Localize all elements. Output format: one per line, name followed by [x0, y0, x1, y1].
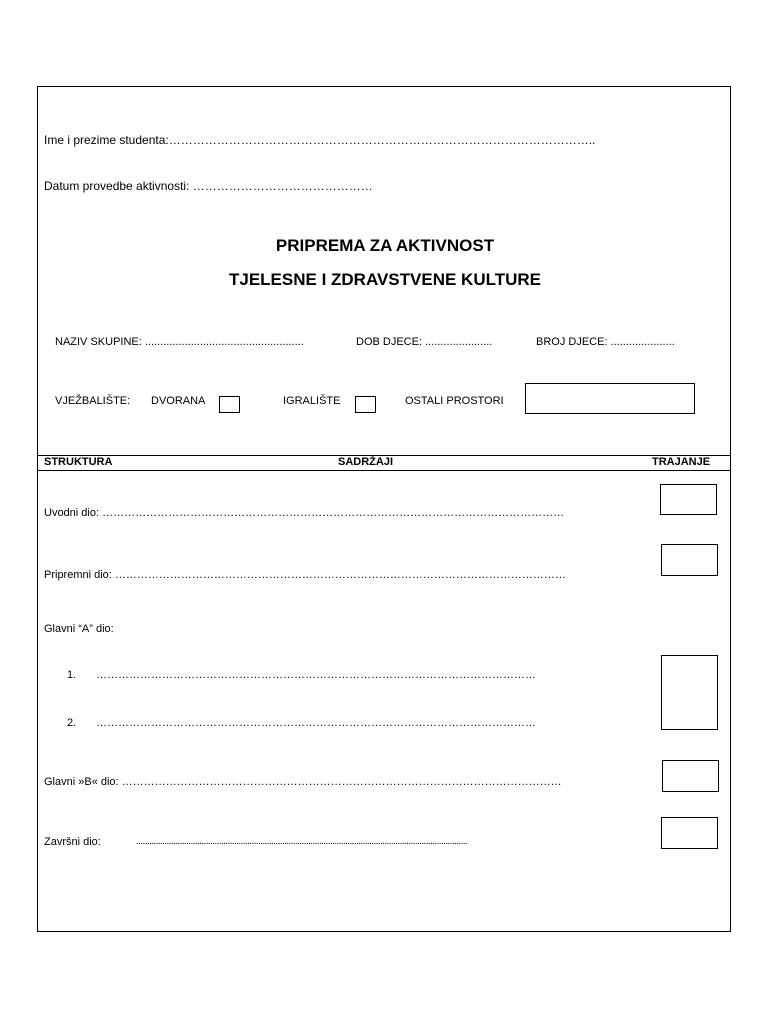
- venue-hall-label: DVORANA: [151, 395, 206, 407]
- intro-section-line[interactable]: Uvodni dio: ………………………………………………………………………………………………………………: [44, 507, 565, 519]
- preparatory-duration-box[interactable]: [661, 544, 718, 576]
- form-title-line1: PRIPREMA ZA AKTIVNOST: [275, 236, 495, 255]
- final-section-dots[interactable]: ........................................................................................................................................................: [136, 836, 468, 847]
- preparatory-section-line[interactable]: Pripremni dio: ……………………………………………………………………………………………………………: [44, 569, 566, 581]
- main-a-item1-line[interactable]: …………………………………………………………………………………………………………: [96, 669, 536, 681]
- activity-date-line[interactable]: Datum provedbe aktivnosti: ………………………………………: [44, 179, 373, 193]
- final-section-label: Završni dio:: [44, 836, 101, 848]
- venue-playground-checkbox[interactable]: [355, 396, 376, 413]
- main-b-duration-box[interactable]: [662, 760, 719, 792]
- venue-hall-checkbox[interactable]: [219, 396, 240, 413]
- intro-duration-box[interactable]: [660, 484, 717, 515]
- main-a-item2-line[interactable]: …………………………………………………………………………………………………………: [96, 717, 536, 729]
- column-header-duration: TRAJANJE: [652, 456, 711, 468]
- main-a-item1-number: 1.: [67, 669, 77, 681]
- main-a-duration-box[interactable]: [661, 655, 718, 730]
- venue-other-label: OSTALI PROSTORI: [405, 395, 504, 407]
- column-header-contents: SADRŽAJI: [338, 456, 394, 468]
- main-b-section-line[interactable]: Glavni »B« dio: …………………………………………………………………………………………………………: [44, 776, 562, 788]
- children-count-field[interactable]: BROJ DJECE: .....................: [536, 336, 675, 348]
- venue-label: VJEŽBALIŠTE:: [55, 395, 131, 407]
- final-duration-box[interactable]: [661, 817, 718, 849]
- table-header-rule: [38, 470, 730, 471]
- group-name-field[interactable]: NAZIV SKUPINE: ....................................................: [55, 336, 304, 348]
- children-age-field[interactable]: DOB DJECE: ......................: [356, 336, 493, 348]
- column-header-structure: STRUKTURA: [44, 456, 113, 468]
- venue-other-box[interactable]: [525, 383, 695, 414]
- form-title-line2: TJELESNE I ZDRAVSTVENE KULTURE: [228, 270, 541, 289]
- student-name-line[interactable]: Ime i prezime studenta:……………………………………………………………………………………………..: [44, 133, 596, 147]
- form-frame: [37, 86, 731, 932]
- main-a-section-label: Glavni “A” dio:: [44, 623, 114, 635]
- main-a-item2-number: 2.: [67, 717, 77, 729]
- venue-playground-label: IGRALIŠTE: [283, 395, 341, 407]
